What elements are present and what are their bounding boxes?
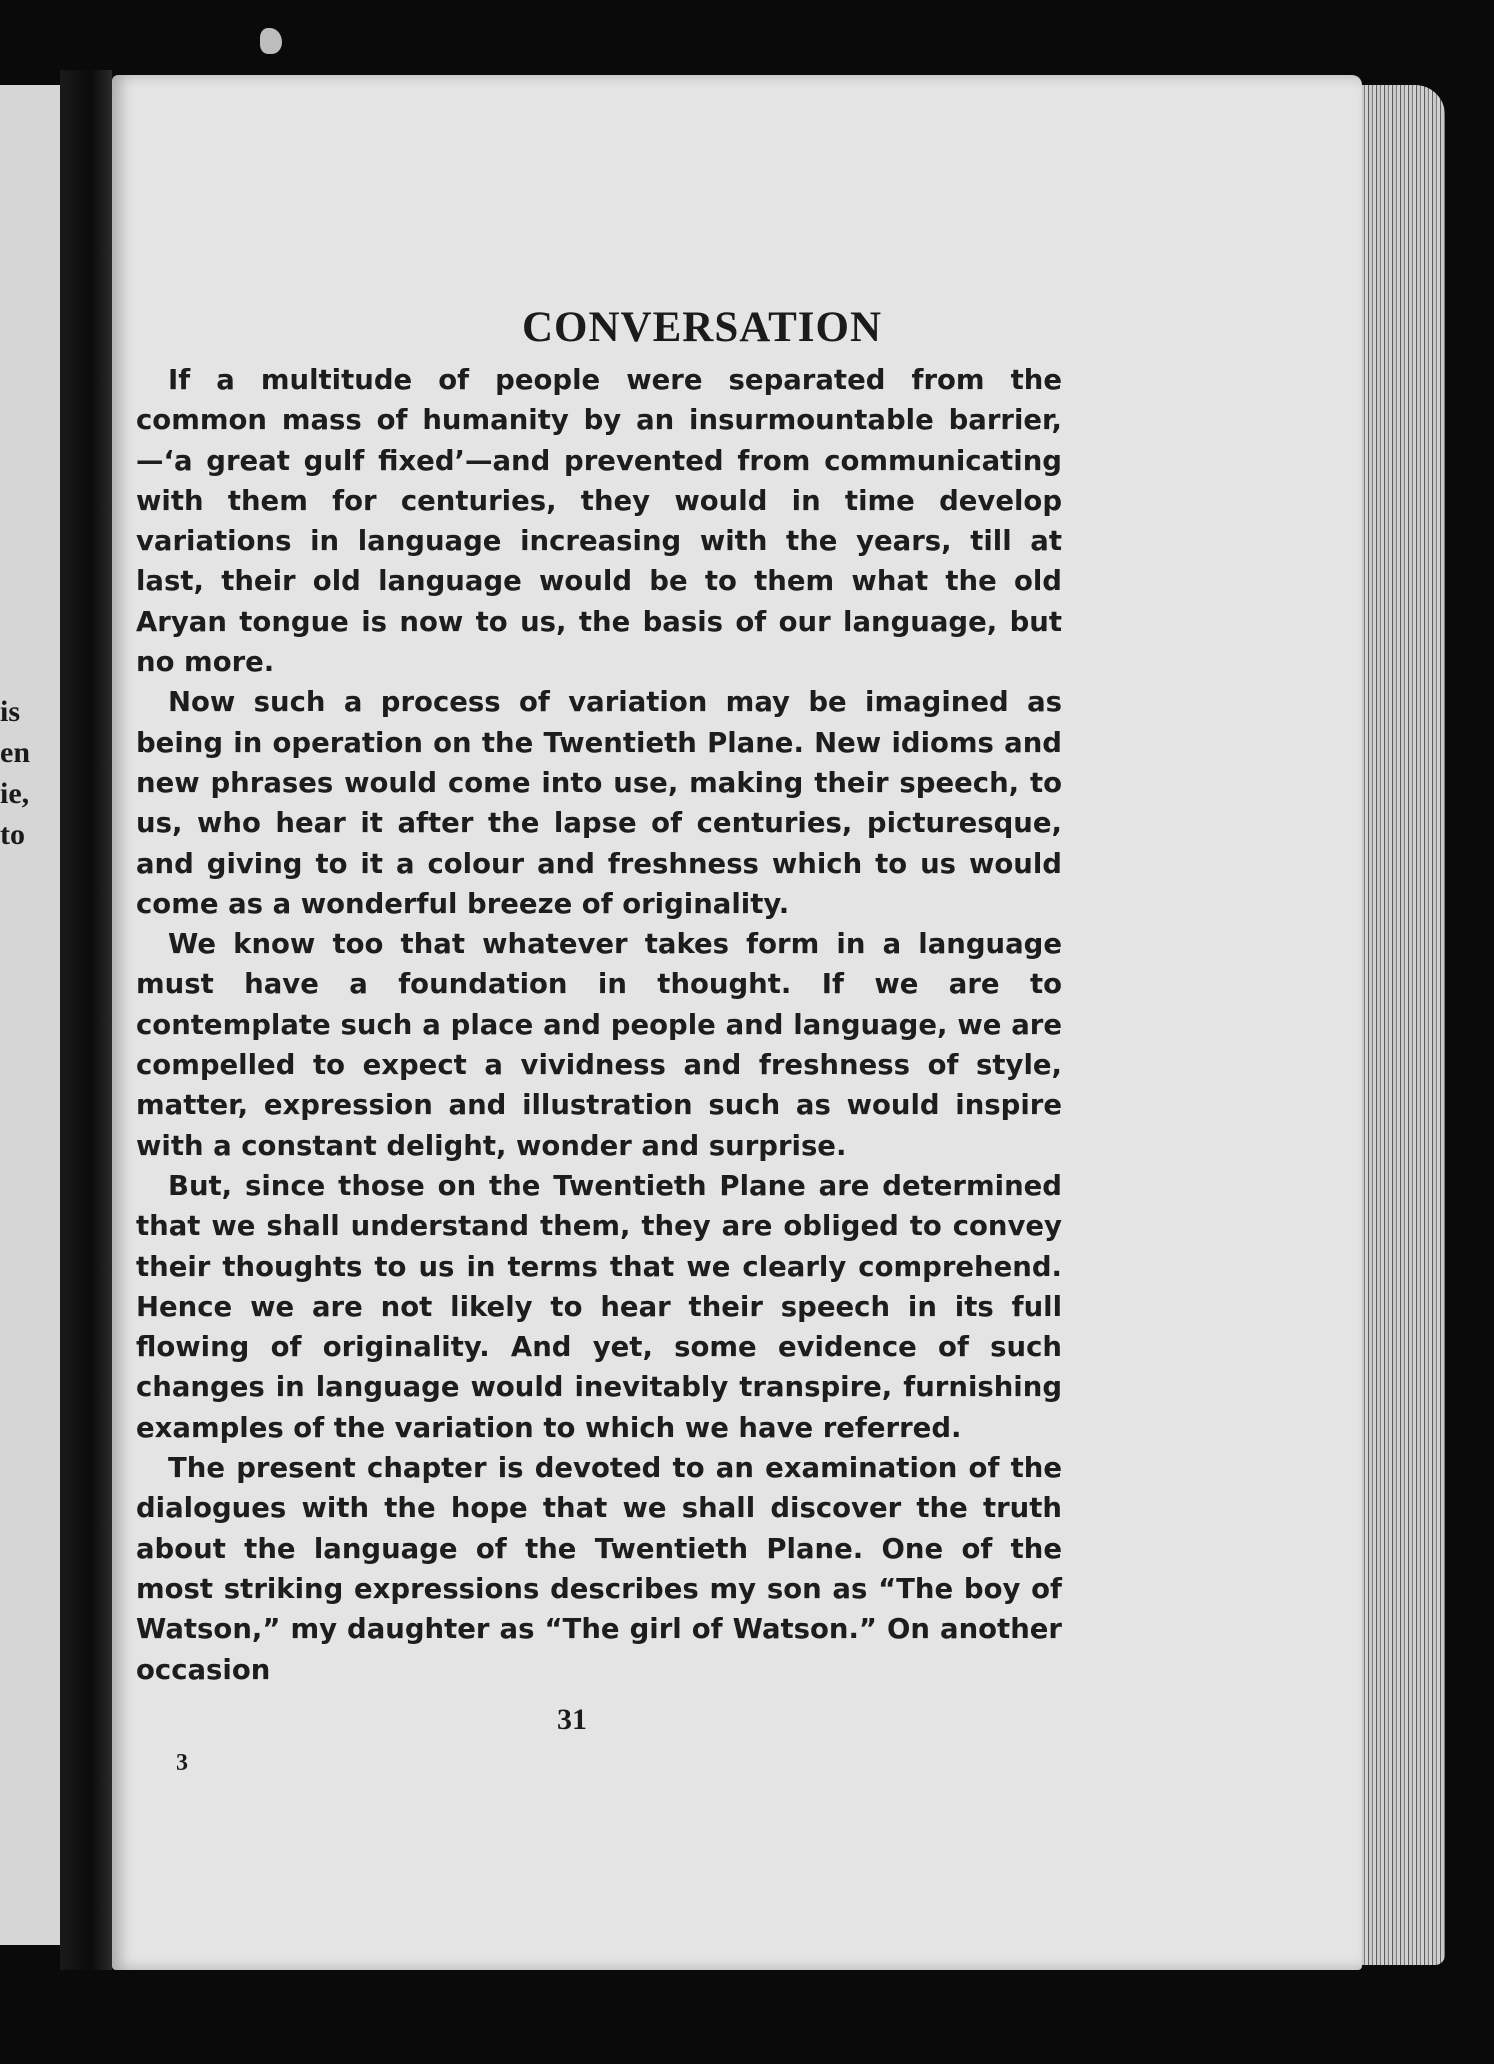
paragraph: Now such a process of variation may be imagined as being in operation on the Twentieth Plane. New idioms and new phrases would come into use, making their speech, to us, who hear it after the lapse of centuries, picturesque, and giving to it a colour and freshness which to us would come as a wonderful breeze of originality. <box>136 686 1062 920</box>
paragraph: The present chapter is devoted to an examination of the dialogues with the hope that we shall discover the truth about the language of the Twentieth Plane. One of the most striking expressions describes my son as “The boy of Watson,” my daughter as “The girl of Watson.” On another occasion <box>136 1452 1062 1686</box>
facing-page-word: en <box>0 736 30 769</box>
signature-mark: 3 <box>176 1750 188 1776</box>
paragraph: But, since those on the Twentieth Plane are determined that we shall understand them, they are obliged to convey their thoughts to us in terms that we clearly comprehend. Hence we are not likely to hear their speech in its full flowing of originality. And yet, some evidence of such changes in language would inevitably transpire, furnishing examples of the variation to which we have referred. <box>136 1169 1062 1444</box>
facing-page-word: is <box>0 695 21 728</box>
book-gutter <box>60 70 112 1970</box>
paragraph: If a multitude of people were separated from the common mass of humanity by an insurmountable barrier,—‘a great gulf fixed’—and prevented from communicating with them for centuries, they would in time develop variations in language increasing with the years, till at last, their old language would be to them what the old Aryan tongue is now to us, the basis of our language, but no more. <box>136 364 1062 679</box>
facing-page-word: ie, <box>0 777 30 810</box>
chapter-title: CONVERSATION <box>521 304 883 351</box>
page-number: 31 <box>557 1703 587 1736</box>
book-page <box>112 75 1362 1970</box>
paragraph: We know too that whatever takes form in a language must have a foundation in thought. If we are to contemplate such a place and people and language, we are compelled to expect a vividness and freshness of style, matter, expression and illustration such as would inspire with a constant delight, wonder and surprise. <box>136 928 1062 1162</box>
facing-page-word: to <box>0 818 25 851</box>
body-text <box>136 360 1062 1690</box>
film-speck <box>260 28 282 54</box>
